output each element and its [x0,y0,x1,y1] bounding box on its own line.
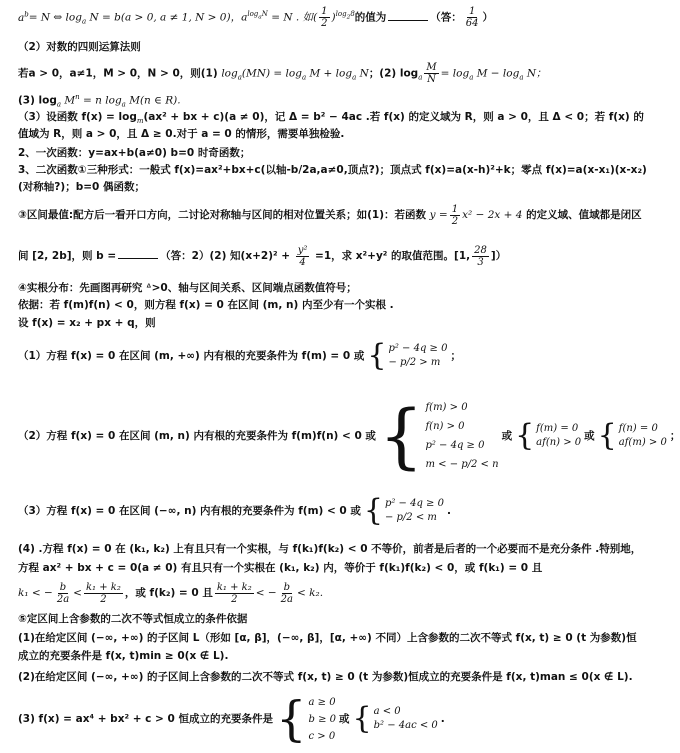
line-log-power: (3) $\log_a M^n = n$ $\log_a M(n$ ∈ R). [18,93,181,109]
condition-1: （1）方程 f(x) = 0 在区间 (m, +∞) 内有根的充要条件为 f(m) = 0 或 { p² − 4q ≥ 0 − p/2 > m ； [18,338,461,373]
line-ineq-1: (1)在给定区间 (−∞, +∞) 的子区间 L（形如 [α, β]，(−∞, β]，[α, +∞) 不同）上含参数的二次不等式 f(x, t) ≥ 0 (t 为参数)恒 [18,632,637,644]
line-root-basis: 依据：若 f(m)f(n) < 0，则方程 f(x) = 0 在区间 (m, n) 内至少有一个实根 . [18,299,394,311]
heading-log-rules: （2）对数的四则运算法则 [18,41,141,53]
line-log-rules: 若a > 0，a≠1，M > 0，N > 0，则(1) $\log_a(MN) = \log_a M + \log_a N$；(2) $\log_a$ $\frac{M}{N}$ = $\log_a M - \log_a N$； [18,62,547,85]
line-log-range: 值域为 R，则 a > 0，且 Δ ≥ 0.对于 a = 0 的情形，需要单独检验. [18,128,345,140]
fraction: $\frac{b}{2a}$ [280,581,293,605]
condition-2: （2）方程 f(x) = 0 在区间 (m, n) 内有根的充要条件为 f(m)f(n) < 0 或 { f(m) > 0 f(n) > 0 p² − 4q ≥ 0 m < − p/2 < n 或 { f(m) = 0 af(n) > 0 或 { f(n) = 0 af(m) > 0 ； [18,395,680,477]
equation-system: { p² − 4q ≥ 0 − p/2 > m [367,338,448,373]
line-interval-extrema: ③区间最值:配方后一看开口方向，二讨论对称轴与区间的相对位置关系；如(1)：若函数 y = $\frac{1}{2}$ x² − 2x + 4 的定义域、值域都是闭区 [18,203,642,227]
fraction: $\frac{\text{k₁ + k₂}}{2}$ [85,581,121,605]
fraction: $\frac{M}{N}$ [426,62,437,85]
condition-3: （3）方程 f(x) = 0 在区间 (−∞, n) 内有根的充要条件为 f(m) < 0 或 { p² − 4q ≥ 0 − p/2 < m . [18,493,451,528]
line-quadratic-forms: 3、二次函数①三种形式：一般式 f(x)=ax²+bx+c(以轴-b/2a,a≠0,顶点?)；顶点式 f(x)=a(x-h)²+k；零点 f(x)=a(x-x₁)(x-x₂) [18,164,647,176]
line-k-conditions: k₁ < − $\frac{b}{2a}$ < $\frac{\text{k₁ + k₂}}{2}$ ，或 f(k₂) = 0 且 $\frac{\text{k₁ + k₂}}{2}$ < − $\frac{b}{2a}$ < k₂. [18,581,324,605]
answer-fraction: $\frac{1}{64}$ [465,6,479,29]
equation-system: { p² − 4q ≥ 0 − p/2 < m [363,493,444,528]
line-root-distribution: ④实根分布：先画图再研究 ᐞ>0、轴与区间关系、区间端点函数值符号； [18,282,357,294]
line-unique-root: (4) .方程 f(x) = 0 在 (k₁, k₂) 上有且只有一个实根，与 f(k₁)f(k₂) < 0 不等价，前者是后者的一个必要而不是充分条件 .特别地， [18,543,642,555]
line-quadratic-even: (对称轴?)；b=0 偶函数； [18,181,145,193]
equation-system: { a < 0 b² − 4ac < 0 [352,701,438,736]
fraction: $\frac{\text{k₁ + k₂}}{2}$ [216,581,252,605]
heading-inequality: ⑤定区间上含参数的二次不等式恒成立的条件依据 [18,613,248,625]
equation-system: { a ≥ 0 b ≥ 0 c > 0 [275,691,337,747]
equation-system: { f(n) = 0 af(m) > 0 [597,418,667,453]
line-interval-answer: 间 [2, 2b]，则 b = （答：2）(2) 知(x+2)² + $\frac{\text{y²}}{4}$ =1，求 x²+y² 的取值范围。[1, $\frac{28}{3}$ ]） [18,244,507,268]
fraction: $\frac{28}{3}$ [474,244,487,268]
equation-system: { f(m) = 0 af(n) > 0 [515,418,582,453]
line-unique-root-equiv: 方程 ax² + bx + c = 0(a ≠ 0) 有且只有一个实根在 (k₁, k₂) 内，等价于 f(k₁)f(k₂) < 0，或 f(k₁) = 0 且 [18,562,543,574]
fraction: $\frac{1}{2}$ [321,6,328,29]
answer-blank [388,10,428,21]
line-ineq-2: (2)在给定区间 (−∞, +∞) 的子区间上含参数的二次不等式 f(x, t) ≥ 0 (t 为参数)恒成立的充要条件是 f(x, t)man ≤ 0(x ∉ L). [18,671,633,683]
line-log-definition: $a^b= N$ ⇔ $\log_a N = b(a > 0$, a ≠ 1, N > 0)，$a^{log_aN} = N$ . 如( $\frac{1}{2}$ )$^{log_28}$的值为 （答： $\frac{1}{64}$ ） [18,6,494,29]
fraction: $\frac{\text{y²}}{4}$ [297,244,308,268]
line-ineq-1b: 成立的充要条件是 f(x, t)min ≥ 0(x ∉ L). [18,650,229,662]
line-assume-fx: 设 f(x) = x₂ + px + q，则 [18,317,156,329]
fraction: $\frac{b}{2a}$ [56,581,70,605]
fraction: $\frac{1}{2}$ [451,203,459,227]
line-log-domain: （3）设函数 $f(x) = \log_m(ax^2$ + bx + c)(a ≠ 0)，记 Δ = b² − 4ac .若 f(x) 的定义域为 R，则 a > 0，且 Δ < 0；若 f(x) 的 [18,111,644,126]
answer-blank [118,248,158,259]
line-ineq-3: (3) f(x) = ax⁴ + bx² + c > 0 恒成立的充要条件是 { a ≥ 0 b ≥ 0 c > 0 或 { a < 0 b² − 4ac < 0 . [18,691,445,747]
equation-system: { f(m) > 0 f(n) > 0 p² − 4q ≥ 0 m < − p/2 < n [378,395,499,477]
line-linear-function: 2、一次函数：y=ax+b(a≠0) b=0 时奇函数； [18,147,251,159]
